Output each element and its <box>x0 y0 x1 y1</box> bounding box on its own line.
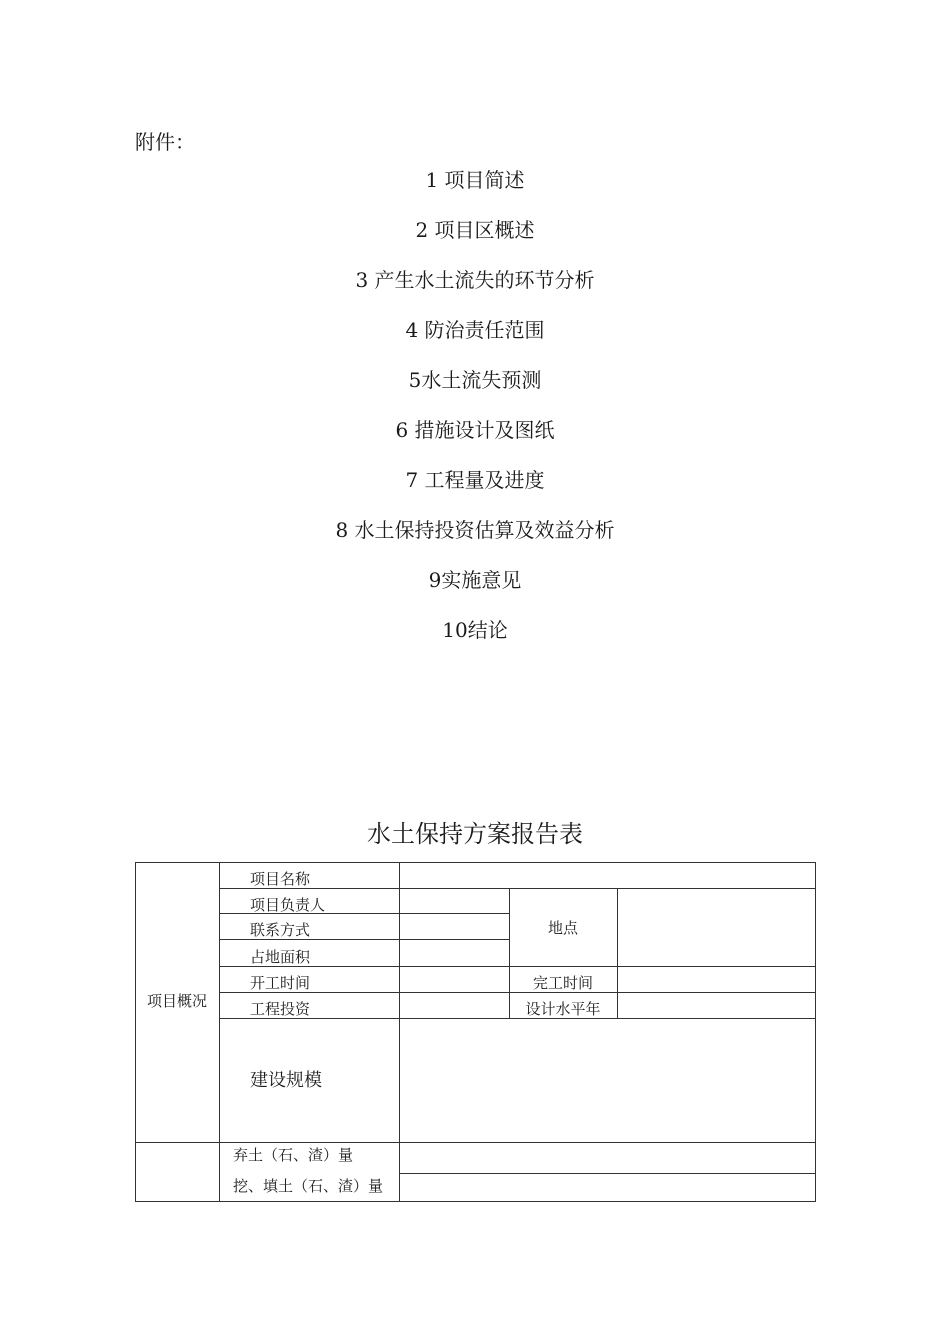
column-divider <box>617 888 618 1018</box>
label-project-leader: 项目负责人 <box>250 896 326 914</box>
label-completion-time: 完工时间 <box>532 974 593 992</box>
label-land-area: 占地面积 <box>250 948 311 966</box>
row-divider <box>135 1142 816 1143</box>
list-item: 2 项目区概述 <box>415 218 535 242</box>
row-divider <box>219 966 815 967</box>
row-divider <box>219 992 815 993</box>
row-divider <box>219 888 815 889</box>
list-item: 4 防治责任范围 <box>405 318 545 342</box>
section-label-project-overview: 项目概况 <box>146 992 207 1010</box>
label-construction-scale: 建设规模 <box>250 1070 322 1091</box>
table-border-left <box>135 862 136 1202</box>
label-design-level-year: 设计水平年 <box>525 1000 601 1018</box>
list-item: 6 措施设计及图纸 <box>395 418 555 442</box>
list-item: 10结论 <box>442 618 508 642</box>
report-table <box>135 862 816 1202</box>
list-item: 1 项目简述 <box>425 168 525 192</box>
label-investment: 工程投资 <box>250 1000 311 1018</box>
attachment-list <box>0 164 950 664</box>
attachment-heading: 附件： <box>135 130 195 154</box>
list-item: 3 产生水土流失的环节分析 <box>355 268 595 292</box>
row-divider <box>399 1173 815 1174</box>
row-divider <box>219 939 509 940</box>
table-title: 水土保持方案报告表 <box>367 820 583 848</box>
column-divider <box>509 888 510 1018</box>
table-border-bottom <box>135 1201 816 1202</box>
table-border-top <box>135 862 816 863</box>
label-location: 地点 <box>547 919 578 937</box>
label-contact: 联系方式 <box>250 921 311 939</box>
list-item: 7 工程量及进度 <box>405 468 545 492</box>
list-item: 5水土流失预测 <box>408 368 542 392</box>
list-item: 9实施意见 <box>428 568 522 592</box>
list-item: 8 水土保持投资估算及效益分析 <box>335 518 615 542</box>
label-cut-fill-volume: 挖、填土（石、渣）量 <box>233 1177 384 1195</box>
table-border-right <box>815 862 816 1202</box>
row-divider <box>219 1018 815 1019</box>
label-start-time: 开工时间 <box>250 974 311 992</box>
label-spoil-volume: 弃土（石、渣）量 <box>233 1146 354 1164</box>
label-project-name: 项目名称 <box>250 870 311 888</box>
